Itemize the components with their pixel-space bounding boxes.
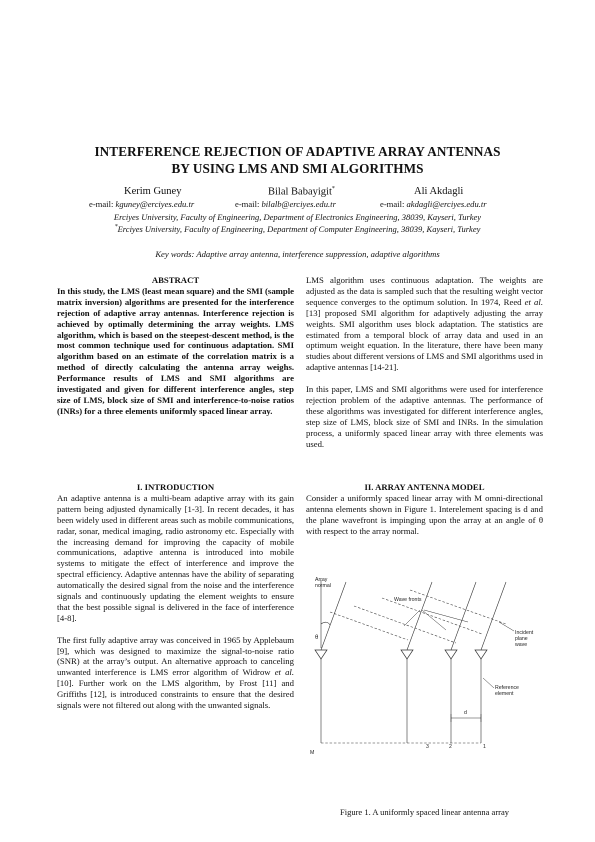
affiliation-mark: * xyxy=(114,224,118,231)
incident-ray-1 xyxy=(481,582,506,650)
introduction-section xyxy=(57,482,294,711)
author-list xyxy=(0,186,595,200)
email-3 xyxy=(380,199,487,209)
leader-line xyxy=(424,610,468,622)
email-1 xyxy=(89,199,194,209)
label-d: d xyxy=(464,710,467,716)
affiliation-2 xyxy=(40,224,555,234)
author-1 xyxy=(124,186,181,197)
author-emails xyxy=(0,199,595,211)
email-2 xyxy=(235,199,336,209)
array-model-text: Consider a uniformly spaced linear array with M omni-directional antenna elements shown in Figure 1. Interelement spacing is d and the plane wavefront is impinging upon the array at an angle of θ with respect to the array normal. xyxy=(306,492,543,536)
text-run: LMS algorithm uses continuous adaptation. The weights are adjusted as the data is sampled such that the resulting weight vector sequence converges to the optimum solution. In 1974, Reed xyxy=(306,275,543,307)
antenna-element-2 xyxy=(445,650,457,659)
figure-caption: Figure 1. A uniformly spaced linear antenna array xyxy=(340,807,509,817)
label-wave-fronts: Wave fronts xyxy=(394,597,422,603)
affiliation-text: Erciyes University, Faculty of Engineering, Department of Computer Engineering, 38039, Kayseri, Turkey xyxy=(117,224,481,234)
email-address: akdagli@erciyes.edu.tr xyxy=(406,199,487,209)
label-array-normal: Array normal xyxy=(315,577,331,589)
abstract-section xyxy=(57,275,294,417)
antenna-element-m xyxy=(315,650,327,659)
paper-title xyxy=(40,143,555,177)
incident-ray-2 xyxy=(451,582,476,650)
introduction-paragraph-1: An adaptive antenna is a multi-beam adaptive array with its gain pattern being adjusted dynamically [1-3]. In recent decades, it has been widely used in different areas such as mobile communications, radar, sonar, medical imaging, radio astronomy etc. Especially with the increasing demand for improving the capacity of mobile communications, adaptive antenna is introduced into mobile systems to mitigate the effect of interference and improve the spectral efficiency. Adaptive antennas have the ability of separating automatically the desired signal from the noise and the interference signals and continuously updating the element weights to ensure that the best possible signal is delivered in the face of interference [4-8]. xyxy=(57,492,294,623)
wave-front xyxy=(382,598,482,634)
leader-line xyxy=(483,678,494,688)
title-line-1: INTERFERENCE REJECTION OF ADAPTIVE ARRAY ANTENNAS xyxy=(94,144,501,159)
author-2 xyxy=(268,186,335,198)
label-element-m: M xyxy=(310,750,315,756)
text-run: [13] proposed SMI algorithm for adaptively adjusting the array weights. SMI algorithm uses block adaptation. The statistics are estimated from a temporal block of array data and used in an optimum weight equation. In the literature, there have been many studies about different versions of LMS and SMI algorithms used in adaptive antennas [14-21]. xyxy=(306,307,543,373)
text-run: [10]. Further work on the LMS algorithm, by Frost [11] and Griffiths [12], is introduced constraints to ensure that the desired signals were not filtered out along with the unwanted signals. xyxy=(57,678,294,711)
email-address: bilalb@erciyes.edu.tr xyxy=(261,199,336,209)
label-element-3: 3 xyxy=(426,744,429,750)
incident-ray-m xyxy=(321,582,346,650)
figure-1 xyxy=(306,568,543,808)
affiliation-1 xyxy=(40,212,555,222)
text-run-italic: et al. xyxy=(524,296,543,307)
author-name: Kerim Guney xyxy=(124,186,182,197)
affiliation-text: Erciyes University, Faculty of Engineering, Department of Electronics Engineering, 38039, Kayseri, Turkey xyxy=(113,212,482,222)
right-paragraph-1 xyxy=(306,275,543,373)
label-theta: θ xyxy=(315,635,319,641)
label-reference-element: Reference element xyxy=(495,685,519,697)
leader-line xyxy=(499,622,514,631)
antenna-element-1 xyxy=(475,650,487,659)
incident-ray-3 xyxy=(407,582,432,650)
author-name: Ali Akdagli xyxy=(414,186,464,197)
email-label: e-mail: xyxy=(235,199,262,209)
label-element-1: 1 xyxy=(483,744,486,750)
email-label: e-mail: xyxy=(380,199,407,209)
wave-front xyxy=(330,612,408,640)
author-mark: * xyxy=(331,186,335,192)
abstract-heading: ABSTRACT xyxy=(151,275,200,285)
introduction-heading: I. INTRODUCTION xyxy=(136,482,215,492)
right-paragraph-2: In this paper, LMS and SMI algorithms were used for interference rejection problem of the adaptive antennas. The performance of these algorithms was investigated for different interference angles, step size of LMS, block size of SMI and INRs. In the simulation process, a uniformly spaced linear array with three elements was used. xyxy=(306,384,543,449)
label-incident-plane-wave: Incident plane wave xyxy=(515,630,534,648)
author-name: Bilal Babayigit xyxy=(268,186,332,198)
abstract-text: In this study, the LMS (least mean square) and the SMI (sample matrix inversion) algorithms are presented for the interference rejection of adaptive array antennas. Interference rejection is achieved by optimally determining the array weights. LMS algorithm, which is based on the steepest-descent method, is the most common technique used for continuous adaptation. SMI algorithm based on an estimate of the correlation matrix is a method of directly calculating the antenna array weighs. Performance results of LMS and SMI algorithms are investigated and given for different interference angles, step size of LMS, block size of SMI and interference-to-noise ratios (INRs) for a three elements uniformly spaced linear array. xyxy=(57,285,294,416)
author-3 xyxy=(414,186,463,197)
keywords: Key words: Adaptive array antenna, interference suppression, adaptive algorithms xyxy=(155,249,440,259)
introduction-paragraph-2 xyxy=(57,635,294,711)
title-line-2: BY USING LMS AND SMI ALGORITHMS xyxy=(171,161,424,176)
text-run: The first fully adaptive array was conceived in 1965 by Applebaum [9], which was designed to maximize the signal-to-noise ratio (SNR) at the array’s output. An alternative approach to canceling unwanted interference is LMS error algorithm of Widrow xyxy=(57,634,294,678)
theta-arc xyxy=(321,622,330,625)
leader-line xyxy=(422,610,446,630)
text-run-italic: et al. xyxy=(274,667,295,678)
array-model-section xyxy=(306,482,543,537)
wave-front xyxy=(410,590,506,624)
array-model-heading: II. ARRAY ANTENNA MODEL xyxy=(364,482,485,492)
antenna-element-3 xyxy=(401,650,413,659)
leader-line xyxy=(404,610,420,626)
wave-front xyxy=(354,606,456,643)
intro-continued xyxy=(306,275,543,449)
email-label: e-mail: xyxy=(89,199,116,209)
label-element-2: 2 xyxy=(449,744,452,750)
email-address: kguney@erciyes.edu.tr xyxy=(115,199,195,209)
